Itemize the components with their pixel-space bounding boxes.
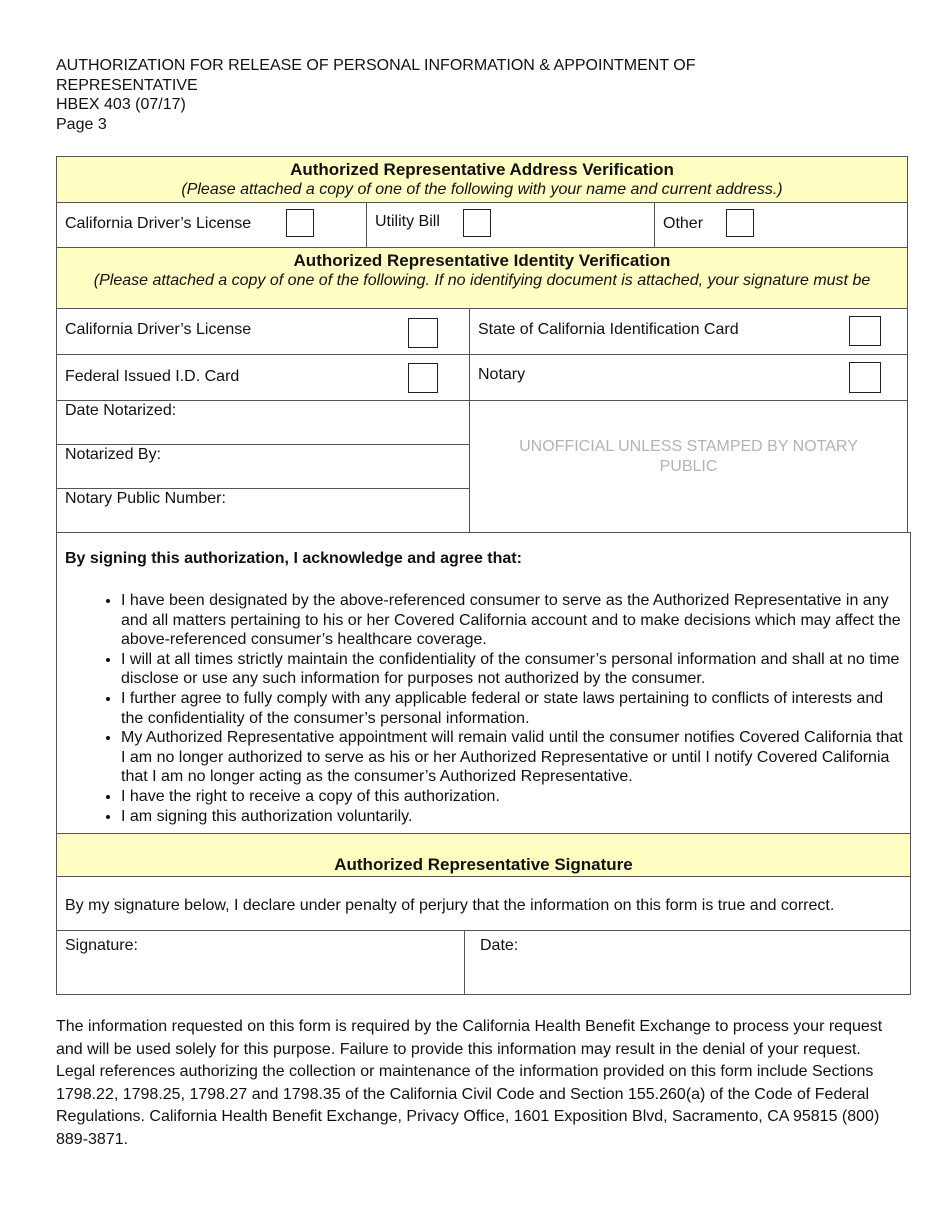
signature-field[interactable]: [56, 930, 465, 995]
identity-federal-id-checkbox[interactable]: [408, 363, 438, 393]
identity-option-federal-id-label: Federal Issued I.D. Card: [65, 368, 240, 385]
form-title-line1: AUTHORIZATION FOR RELEASE OF PERSONAL INFORMATION & APPOINTMENT OF: [56, 57, 696, 74]
address-drivers-license-checkbox[interactable]: [286, 209, 314, 237]
notary-stamp-notice-line2: PUBLIC: [659, 458, 718, 475]
notarized-by-field[interactable]: [56, 444, 470, 489]
acknowledgement-item: • I will at all times strictly maintain the confidentiality of the consumer’s personal information and shall at no time disclose or use any such information for purposes not authorized by the consumer.: [121, 650, 903, 689]
notary-stamp-notice-line1: UNOFFICIAL UNLESS STAMPED BY NOTARY: [519, 438, 858, 455]
date-notarized-field[interactable]: [56, 400, 470, 445]
identity-option-drivers-license-cell: [56, 308, 470, 355]
address-verification-header: [56, 156, 908, 203]
identity-state-id-checkbox[interactable]: [849, 316, 881, 346]
identity-option-state-id-label: State of California Identification Card: [478, 321, 739, 338]
form-title-line2: REPRESENTATIVE: [56, 76, 198, 94]
acknowledgement-heading: By signing this authorization, I acknowledge and agree that:: [65, 550, 522, 567]
identity-drivers-license-checkbox[interactable]: [408, 318, 438, 348]
notary-public-number-label: Notary Public Number:: [65, 490, 226, 507]
form-header: [56, 56, 695, 134]
identity-option-state-id-cell: [469, 308, 908, 355]
acknowledgement-item: • I have the right to receive a copy of this authorization.: [121, 787, 903, 807]
address-option-drivers-license-cell: [56, 202, 367, 248]
identity-option-notary-cell: [469, 354, 908, 401]
address-option-utility-bill-cell: [366, 202, 655, 248]
identity-verification-header: [56, 247, 908, 309]
address-verification-subtitle: (Please attached a copy of one of the following with your name and current address.): [181, 181, 783, 198]
address-utility-bill-checkbox[interactable]: [463, 209, 491, 237]
signature-label: Signature:: [65, 937, 138, 954]
date-label: Date:: [480, 937, 519, 954]
date-notarized-label: Date Notarized:: [65, 402, 177, 419]
acknowledgement-item: • I have been designated by the above-referenced consumer to serve as the Authorized Representative in any and all matters pertaining to his or her Covered California account and to make decisions which may affect the above-referenced consumer’s healthcare coverage.: [121, 591, 903, 650]
notary-stamp-notice: [470, 437, 907, 477]
privacy-notice: The information requested on this form is required by the California Health Benefit Exchange to process your request and will be used solely for this purpose. Failure to provide this information may result in the denial of your request. Legal references authorizing the collection or maintenance of the information provided on this form include Sections 1798.22, 1798.25, 1798.27 and 1798.35 of the California Civil Code and Section 155.260(a) of the Code of Federal Regulations. California Health Benefit Exchange, Privacy Office, 1601 Exposition Blvd, Sacramento, CA 95815 (800) 889-3871.: [56, 1018, 883, 1148]
address-option-other-label: Other: [663, 215, 704, 232]
signature-declaration-cell: [56, 876, 911, 931]
signature-section-title: Authorized Representative Signature: [334, 855, 633, 874]
identity-option-federal-id-cell: [56, 354, 470, 401]
acknowledgement-item: • My Authorized Representative appointment will remain valid until the consumer notifies Covered California that I am no longer authorized to serve as his or her Authorized Representative or until I notify Covered California that I am no longer acting as the consumer’s Authorized Representative.: [121, 728, 903, 787]
notary-public-number-field[interactable]: [56, 488, 470, 533]
page-number: Page 3: [56, 115, 107, 133]
identity-verification-subtitle: (Please attached a copy of one of the following. If no identifying document is attached, your signature must be: [93, 272, 871, 289]
acknowledgement-list-wrapper: [57, 591, 903, 826]
identity-notary-checkbox[interactable]: [849, 362, 881, 393]
identity-option-notary-label: Notary: [478, 366, 526, 383]
identity-verification-title: Authorized Representative Identity Verification: [293, 251, 671, 270]
address-option-utility-bill-label: Utility Bill: [375, 213, 440, 230]
signature-section-header: [56, 833, 911, 877]
address-option-other-cell: [654, 202, 908, 248]
notary-stamp-area: [469, 400, 908, 533]
acknowledgement-section: [56, 532, 911, 834]
acknowledgement-item: • I further agree to fully comply with any applicable federal or state laws pertaining to conflicts of interests and the confidentiality of the consumer’s personal information.: [121, 689, 903, 728]
identity-option-drivers-license-label: California Driver’s License: [65, 321, 252, 338]
address-verification-title: Authorized Representative Address Verification: [290, 160, 674, 179]
address-option-drivers-license-label: California Driver’s License: [65, 215, 252, 232]
acknowledgement-item: • I am signing this authorization voluntarily.: [121, 807, 903, 827]
date-field[interactable]: [464, 930, 911, 995]
form-number: HBEX 403 (07/17): [56, 96, 186, 113]
signature-declaration: By my signature below, I declare under penalty of perjury that the information on this form is true and correct.: [65, 897, 835, 914]
acknowledgement-list: [57, 591, 903, 826]
notarized-by-label: Notarized By:: [65, 446, 162, 463]
address-other-checkbox[interactable]: [726, 209, 754, 237]
